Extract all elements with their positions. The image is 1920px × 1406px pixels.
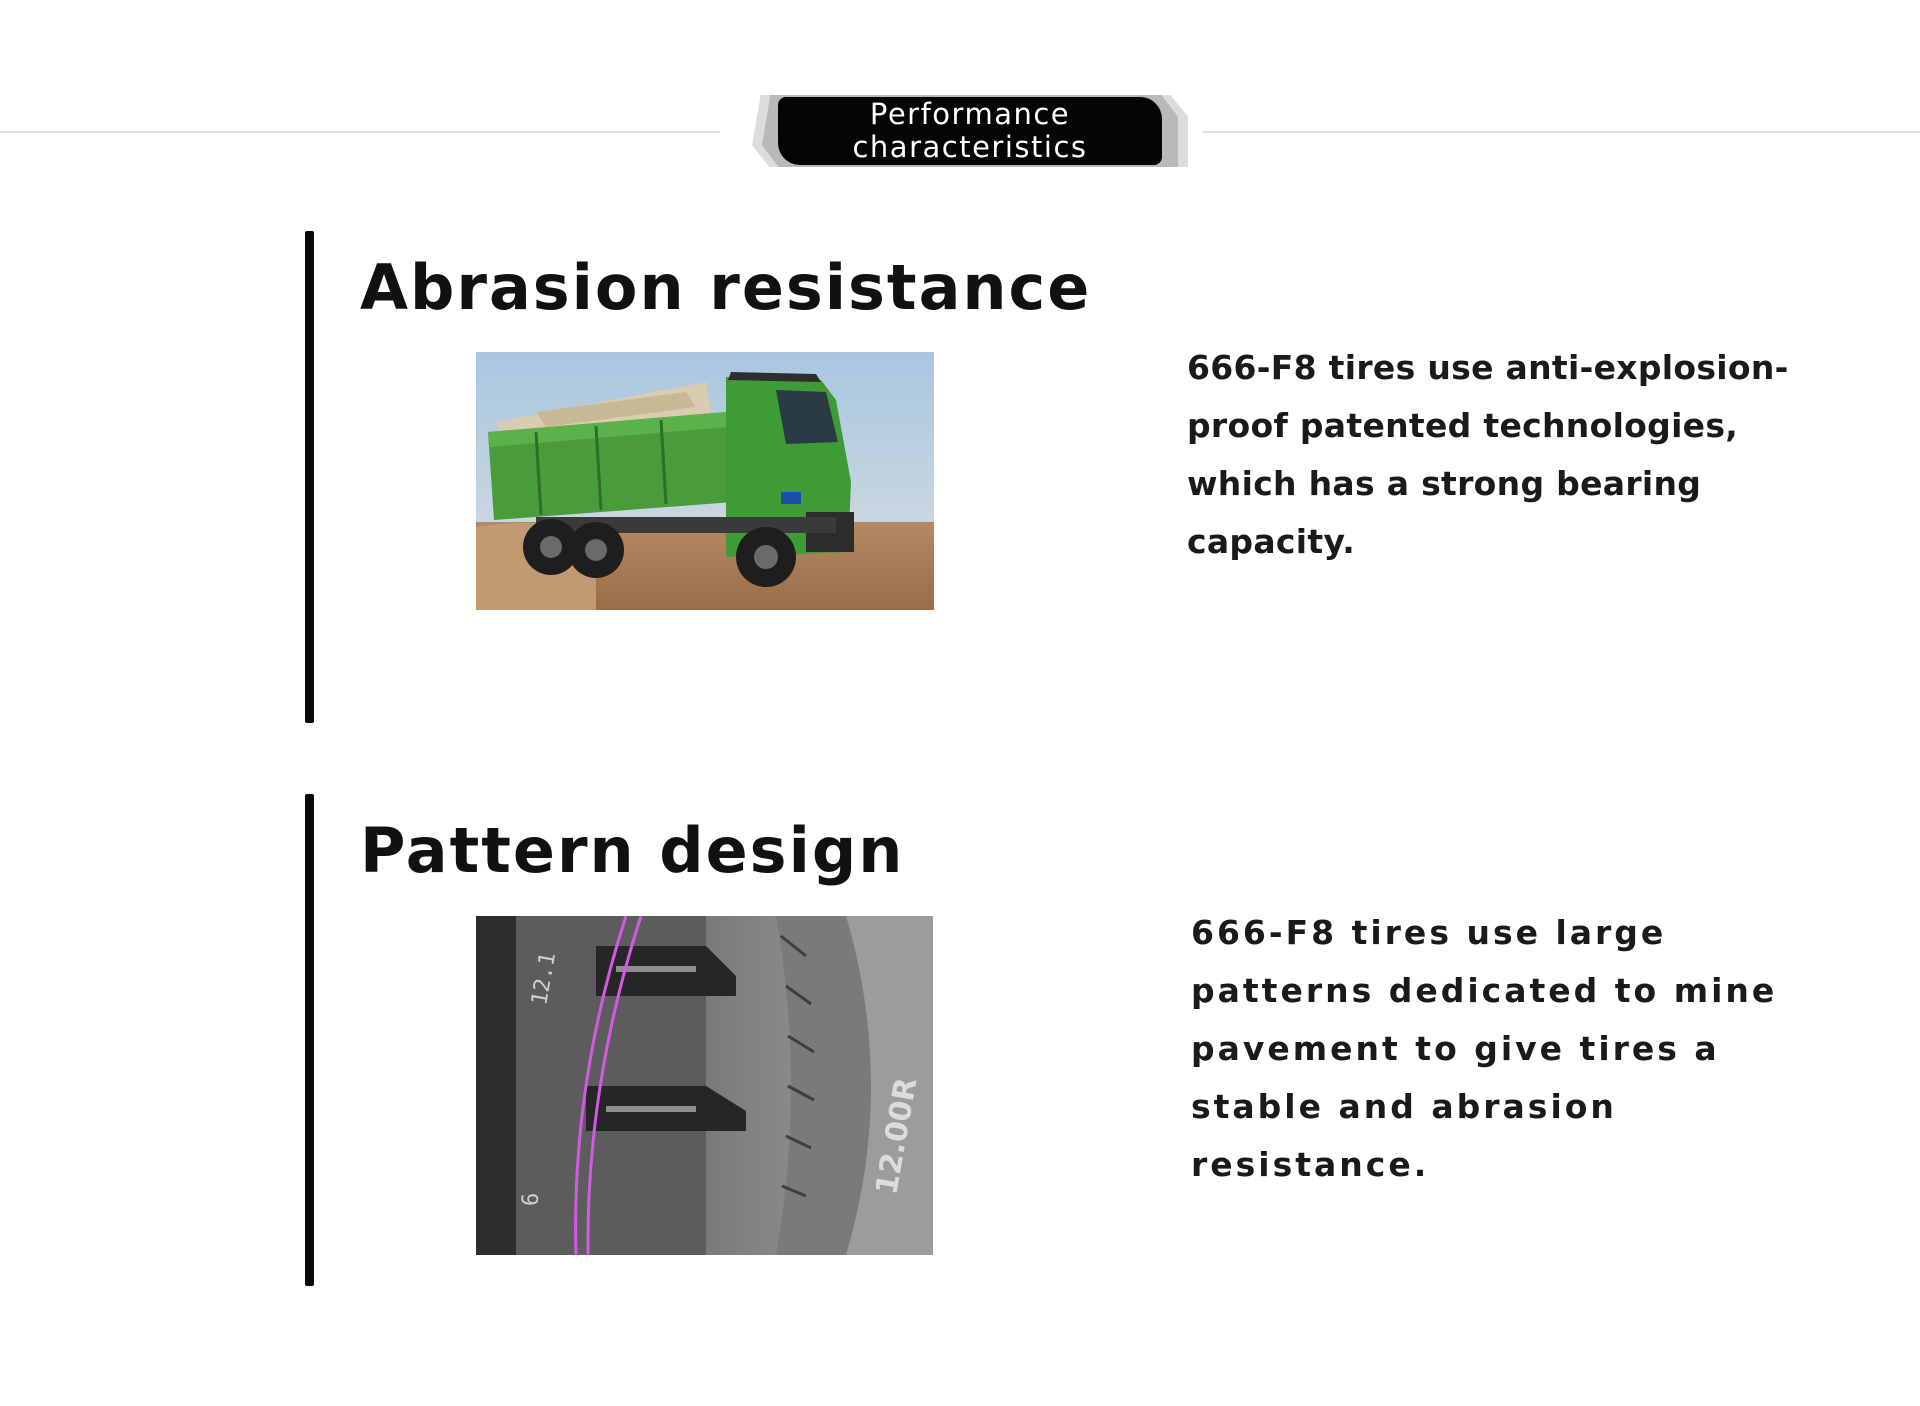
svg-text:12.1: 12.1 xyxy=(527,950,562,1008)
badge-line-1: Performance xyxy=(869,97,1071,131)
header-rule-left xyxy=(0,131,720,133)
badge-label xyxy=(778,97,1162,165)
section-title: Abrasion resistance xyxy=(360,251,1092,324)
svg-text:12.00R: 12.00R xyxy=(869,1075,925,1198)
header-rule-right xyxy=(1203,131,1920,133)
section-description: 666-F8 tires use large patterns dedicated to mine pavement to give tires a stable and abrasion resistance. xyxy=(1191,913,1778,1184)
section-accent-bar xyxy=(305,794,314,1286)
svg-text:6: 6 xyxy=(519,1192,544,1206)
badge-line-2: characteristics xyxy=(852,130,1088,164)
section-badge xyxy=(752,95,1188,167)
dump-truck-image xyxy=(476,352,934,610)
section-accent-bar xyxy=(305,231,314,723)
section-title: Pattern design xyxy=(360,814,905,887)
tire-tread-image xyxy=(476,916,933,1255)
section-description: 666-F8 tires use anti-explosion-proof patented technologies, which has a strong bearing capacity. xyxy=(1187,348,1789,561)
